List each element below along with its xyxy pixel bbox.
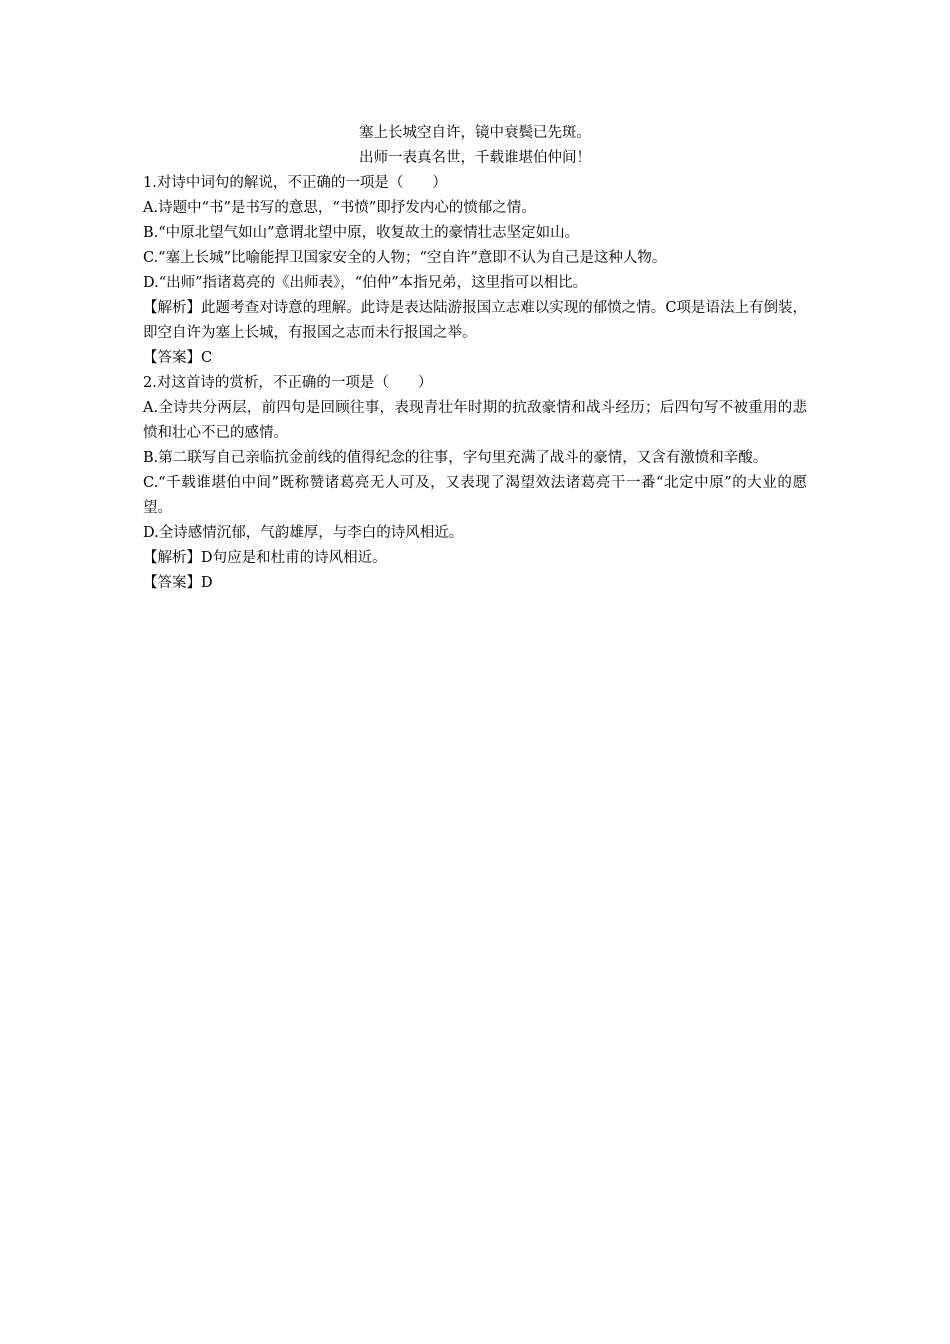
question-1-answer: 【答案】C <box>143 350 213 366</box>
question-1-stem: 1.对诗中词句的解说，不正确的一项是（ ） <box>143 175 447 191</box>
question-2-analysis: 【解析】D句应是和杜甫的诗风相近。 <box>143 550 387 566</box>
question-2 <box>143 371 807 596</box>
question-1-option-d: D.“出师”指诸葛亮的《出师表》，“伯仲”本指兄弟，这里指可以相比。 <box>143 275 588 291</box>
question-1-analysis: 【解析】此题考查对诗意的理解。此诗是表达陆游报国立志难以实现的郁愤之情。C项是语法上有倒装，即空自许为塞上长城，有报国之志而未行报国之举。 <box>143 300 807 341</box>
question-2-stem: 2.对这首诗的赏析，不正确的一项是（ ） <box>143 375 433 391</box>
question-2-answer: 【答案】D <box>143 575 213 591</box>
question-1-option-b: B.“中原北望气如山”意谓北望中原，收复故土的豪情壮志坚定如山。 <box>143 225 580 241</box>
question-1-option-c: C.“塞上长城”比喻能捍卫国家安全的人物；“空自许”意即不认为自己是这种人物。 <box>143 250 667 266</box>
poem-line-1: 塞上长城空自许，镜中衰鬓已先斑。 <box>359 125 591 141</box>
question-2-option-b: B.第二联写自己亲临抗金前线的值得纪念的往事，字句里充满了战斗的豪情，又含有激愤和辛酸。 <box>143 450 768 466</box>
question-1 <box>143 171 807 371</box>
poem-line-2: 出师一表真名世，千载谁堪伯仲间！ <box>359 150 591 166</box>
document-page <box>143 121 807 596</box>
question-1-option-a: A.诗题中“书”是书写的意思，“书愤”即抒发内心的愤郁之情。 <box>143 200 536 216</box>
question-2-option-c: C.“千载谁堪伯中间”既称赞诸葛亮无人可及，又表现了渴望效法诸葛亮干一番“北定中原”的大业的愿望。 <box>143 475 807 516</box>
question-2-option-a: A.全诗共分两层，前四句是回顾往事，表现青壮年时期的抗敌豪情和战斗经历；后四句写不被重用的悲愤和壮心不已的感情。 <box>143 400 807 441</box>
question-2-option-d: D.全诗感情沉郁，气韵雄厚，与李白的诗风相近。 <box>143 525 464 541</box>
